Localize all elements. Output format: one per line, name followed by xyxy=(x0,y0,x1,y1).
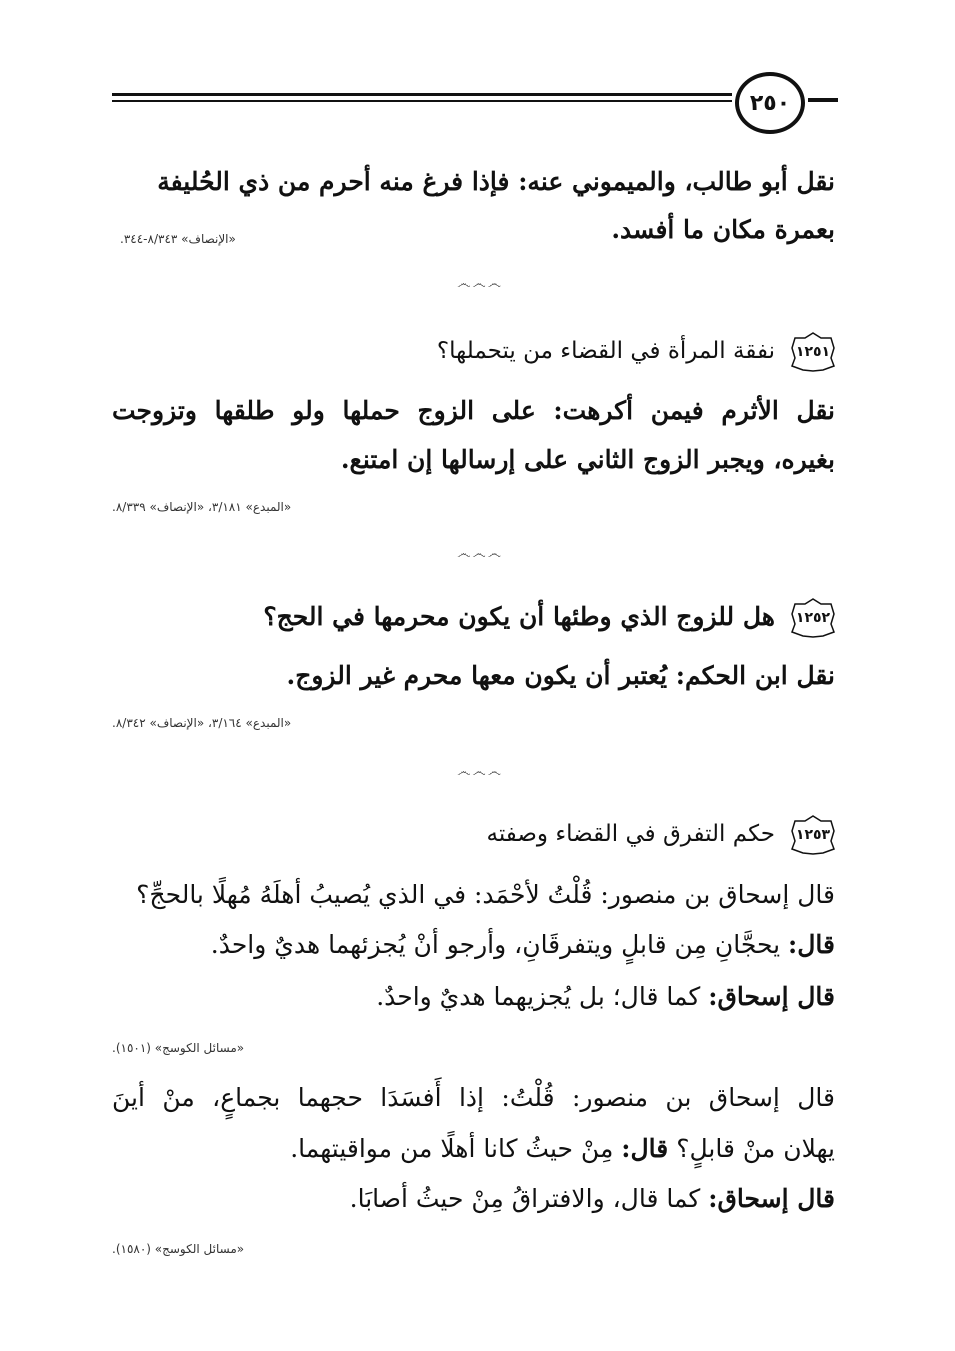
section-1253-block2-reference: «مسائل الكوسج» (١٥٨٠). xyxy=(112,1242,245,1256)
speaker-label: قال: xyxy=(788,930,835,959)
section-1253-block1-line-3 xyxy=(112,980,835,1014)
section-1253-block2-line-3 xyxy=(112,1182,835,1216)
section-number-badge xyxy=(791,598,835,638)
header-rule-tail xyxy=(808,98,838,102)
page-number-text: ٢٥٠ xyxy=(749,90,791,116)
question-text: يهلان منْ قابلٍ؟ xyxy=(668,1134,835,1163)
section-number: ١٢٥١ xyxy=(795,344,831,360)
section-1253-block2-line-1: قال إسحاق بن منصور: قُلْتُ: إذا أَفسَدَا حجهما بجماعٍ، منْ أينَ xyxy=(112,1083,835,1112)
section-heading-1252 xyxy=(112,598,835,642)
section-divider-ornament: ෴෴෴ xyxy=(457,276,503,292)
section-1251-line-2: بغيره، ويجبر الزوج الثاني على إرسالها إن امتنع. xyxy=(340,445,835,474)
intro-reference: «الإنصاف» ٨/٣٤٣-٣٤٤. xyxy=(120,232,236,246)
section-divider-ornament: ෴෴෴ xyxy=(457,546,503,562)
section-1252-line-1: نقل ابن الحكم: يُعتبر أن يكون معها محرم غير الزوج. xyxy=(286,661,835,690)
section-title: حكم التفرق في القضاء وصفته xyxy=(486,821,775,847)
answer-text: يحجَّانِ مِن قابلٍ ويتفرقَانِ، وأرجو أنْ يُجزئهما هديٌ واحدٌ. xyxy=(210,930,789,959)
speaker-label: قال إسحاق: xyxy=(708,982,835,1011)
answer-text: مِنْ حيثُ كانا أهلًا من مواقيتهما. xyxy=(290,1134,622,1163)
speaker-label: قال إسحاق: xyxy=(708,1184,835,1213)
section-1252-reference: «المبدع» ٣/١٦٤، «الإنصاف» ٨/٣٤٢. xyxy=(112,716,292,730)
section-divider-ornament: ෴෴෴ xyxy=(457,764,503,780)
section-number-badge xyxy=(791,332,835,372)
answer-text: كما قال، والافتراقُ مِنْ حيثُ أصابَا. xyxy=(349,1184,709,1213)
intro-line-1: نقل أبو طالب، والميموني عنه: فإذا فرغ منه أحرم من ذي الحُليفة xyxy=(157,167,835,196)
section-number-badge xyxy=(791,815,835,855)
section-1251-reference: «المبدع» ٣/١٨١، «الإنصاف» ٨/٣٣٩. xyxy=(112,500,292,514)
answer-text: كما قال؛ بل يُجزيهما هديٌ واحدٌ. xyxy=(376,982,709,1011)
speaker-label: قال: xyxy=(621,1134,669,1163)
header-rule xyxy=(112,93,732,107)
section-heading-1253 xyxy=(112,815,835,859)
section-number: ١٢٥٣ xyxy=(795,827,831,843)
section-1253-block2-line-2 xyxy=(112,1132,835,1166)
section-1253-block1-reference: «مسائل الكوسج» (١٥٠١). xyxy=(112,1041,245,1055)
section-number: ١٢٥٢ xyxy=(795,610,831,626)
section-title: هل للزوج الذي وطئها أن يكون محرمها في الحج؟ xyxy=(263,602,775,631)
section-1253-block1-line-2 xyxy=(112,928,835,962)
page-number xyxy=(735,72,805,134)
section-heading-1251 xyxy=(112,332,835,376)
section-1253-block1-line-1: قال إسحاق بن منصور: قُلْتُ لأحْمَد: في الذي يُصيبُ أهلَهُ مُهلًا بالحجِّ؟ xyxy=(136,880,835,909)
section-1251-line-1: نقل الأثرم فيمن أكرهت: على الزوج حملها ولو طلقها وتزوجت xyxy=(112,396,835,425)
intro-line-2: بعمرة مكان ما أفسد. xyxy=(611,215,835,244)
section-title: نفقة المرأة في القضاء من يتحملها؟ xyxy=(436,338,775,364)
